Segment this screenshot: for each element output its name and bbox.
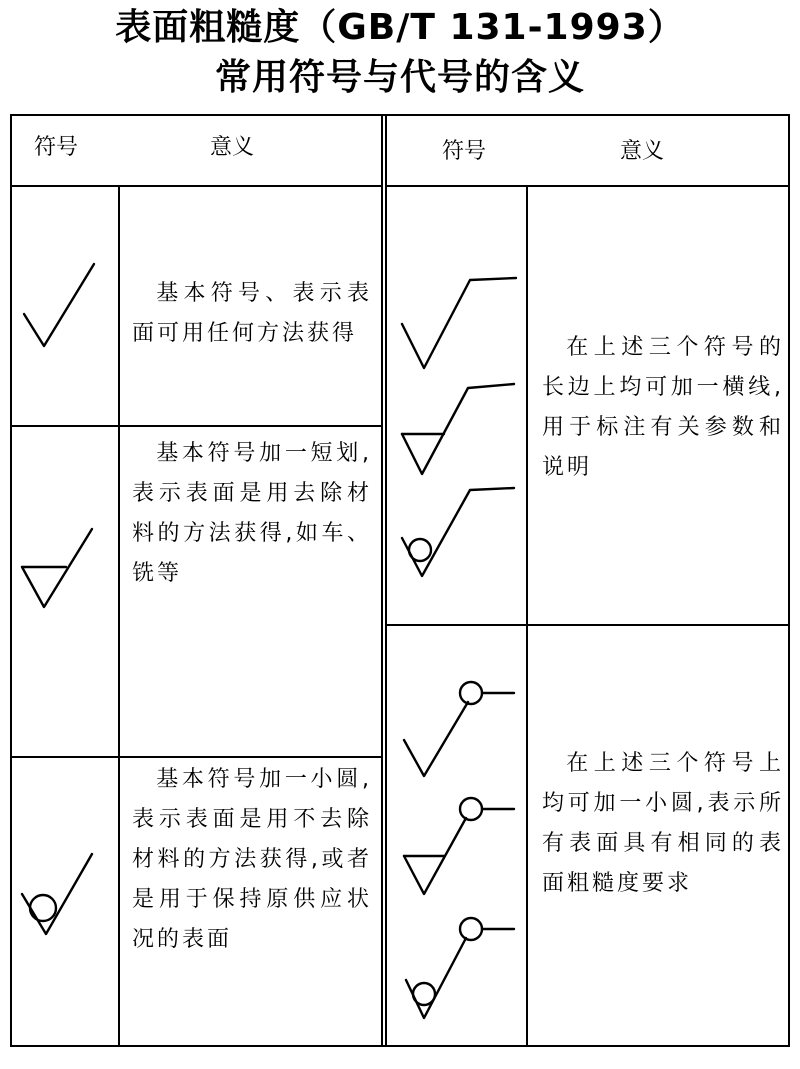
- right-column-divider: [526, 185, 528, 1047]
- left-row-1-meaning: 基本符号、表示表面可用任何方法获得: [132, 281, 372, 346]
- page-title: 表面粗糙度（GB/T 131-1993）: [115, 7, 685, 48]
- table-divider-left: [381, 114, 383, 1047]
- right-row-2-meaning: 在上述三个符号上均可加一小圆,表示所有表面具有相同的表面粗糙度要求: [542, 751, 784, 896]
- no-removal-symbol-line-icon: [398, 484, 518, 579]
- right-row-1-meaning: 在上述三个符号的长边上均可加一横线,用于标注有关参数和说明: [542, 335, 784, 480]
- page-subtitle: 常用符号与代号的含义: [214, 57, 585, 98]
- right-header-meaning: 意义: [620, 139, 665, 164]
- table-top-border: [10, 114, 790, 116]
- right-row-line-1: [385, 624, 790, 626]
- left-header-line: [10, 185, 382, 187]
- left-row-2-meaning: 基本符号加一短划,表示表面是用去除材料的方法获得,如车、铣等: [132, 441, 372, 586]
- left-row-line-2: [10, 756, 382, 758]
- no-removal-symbol-circle-icon: [400, 912, 520, 1022]
- left-column-divider: [118, 185, 120, 1047]
- no-removal-symbol-icon: [16, 850, 96, 940]
- removal-symbol-icon: [18, 525, 98, 615]
- left-row-3-meaning: 基本符号加一小圆,表示表面是用不去除材料的方法获得,或者是用于保持原供应状况的表面: [132, 767, 372, 952]
- left-header-symbol: 符号: [34, 135, 79, 160]
- basic-symbol-line-icon: [398, 272, 518, 372]
- right-header-line: [385, 185, 790, 187]
- table-bottom-border: [10, 1045, 790, 1047]
- removal-symbol-line-icon: [398, 382, 518, 477]
- left-header-meaning: 意义: [210, 135, 255, 160]
- right-header-symbol: 符号: [442, 139, 487, 164]
- table-right-border: [788, 114, 790, 1047]
- left-row-line-1: [10, 425, 382, 427]
- basic-symbol-icon: [20, 258, 100, 353]
- table-divider-right: [385, 114, 387, 1047]
- basic-symbol-circle-icon: [400, 676, 520, 781]
- table-left-border: [10, 114, 12, 1047]
- removal-symbol-circle-icon: [400, 792, 520, 897]
